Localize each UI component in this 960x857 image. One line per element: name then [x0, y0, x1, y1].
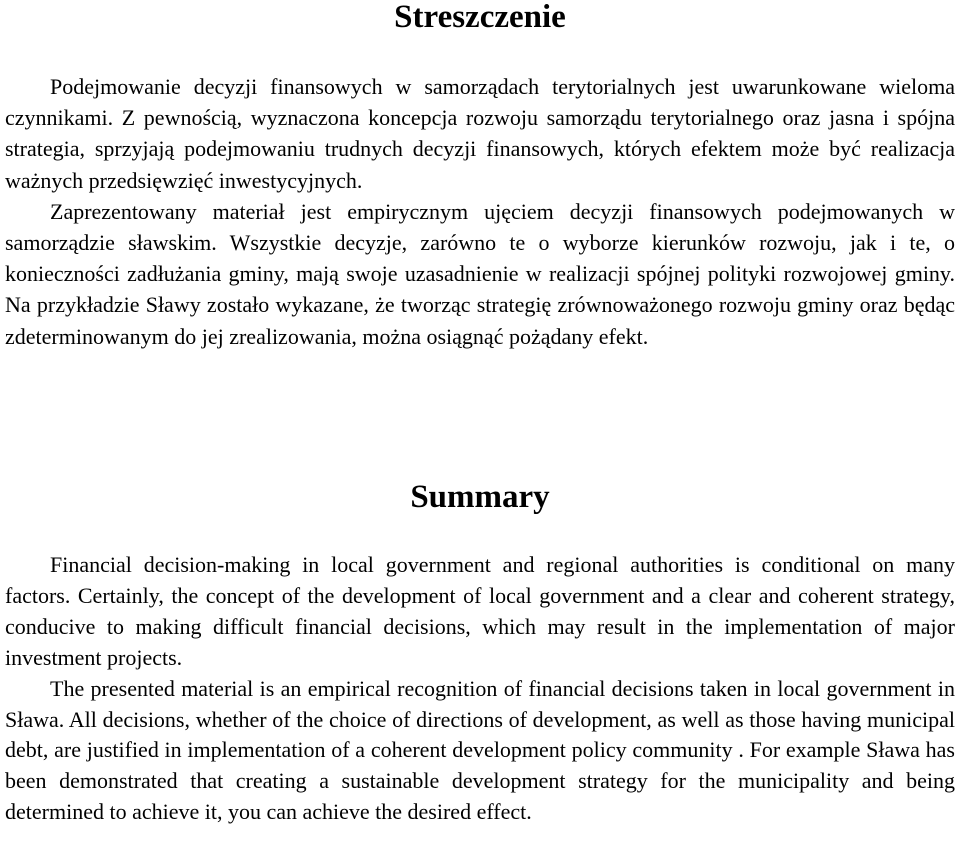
english-paragraph-1: Financial decision-making in local government and regional authorities is conditional on many factors. Certainly, the concept of the development of local government and a clear and coherent strategy, conducive to making difficult financial decisions, which may result in the implementation of major investment projects.: [5, 552, 955, 670]
polish-abstract-body: [5, 71, 955, 352]
polish-abstract-title: Streszczenie: [394, 0, 566, 35]
english-summary-title: Summary: [410, 479, 550, 515]
english-paragraph-2: The presented material is an empirical recognition of financial decisions taken in local government in Sława. All decisions, whether of the choice of directions of development, as well as those having municipal debt, are justified in implementation of a coherent development policy community . For example Sława has been demonstrated that creating a sustainable development strategy for the municipality and being determined to achieve it, you can achieve the desired effect.: [5, 675, 955, 825]
polish-paragraph-1: Podejmowanie decyzji finansowych w samorządach terytorialnych jest uwarunkowane wieloma czynnikami. Z pewnością, wyznaczona koncepcja rozwoju samorządu terytorialnego oraz jasna i spójna strategia, sprzyjają podejmowaniu trudnych decyzji finansowych, których efektem może być realizacja ważnych przedsięwzięć inwestycyjnych.: [5, 74, 955, 193]
english-summary-body: [5, 550, 955, 828]
polish-paragraph-2: Zaprezentowany materiał jest empirycznym ujęciem decyzji finansowych podejmowanych w samorządzie sławskim. Wszystkie decyzje, zarówno te o wyborze kierunków rozwoju, jak i te, o konieczności zadłużania gminy, mają swoje uzasadnienie w realizacji spójnej polityki rozwojowej gminy. Na przykładzie Sławy zostało wykazane, że tworząc strategię zrównoważonego rozwoju gminy oraz będąc zdeterminowanym do jej zrealizowania, można osiągnąć pożądany efekt.: [5, 198, 955, 349]
